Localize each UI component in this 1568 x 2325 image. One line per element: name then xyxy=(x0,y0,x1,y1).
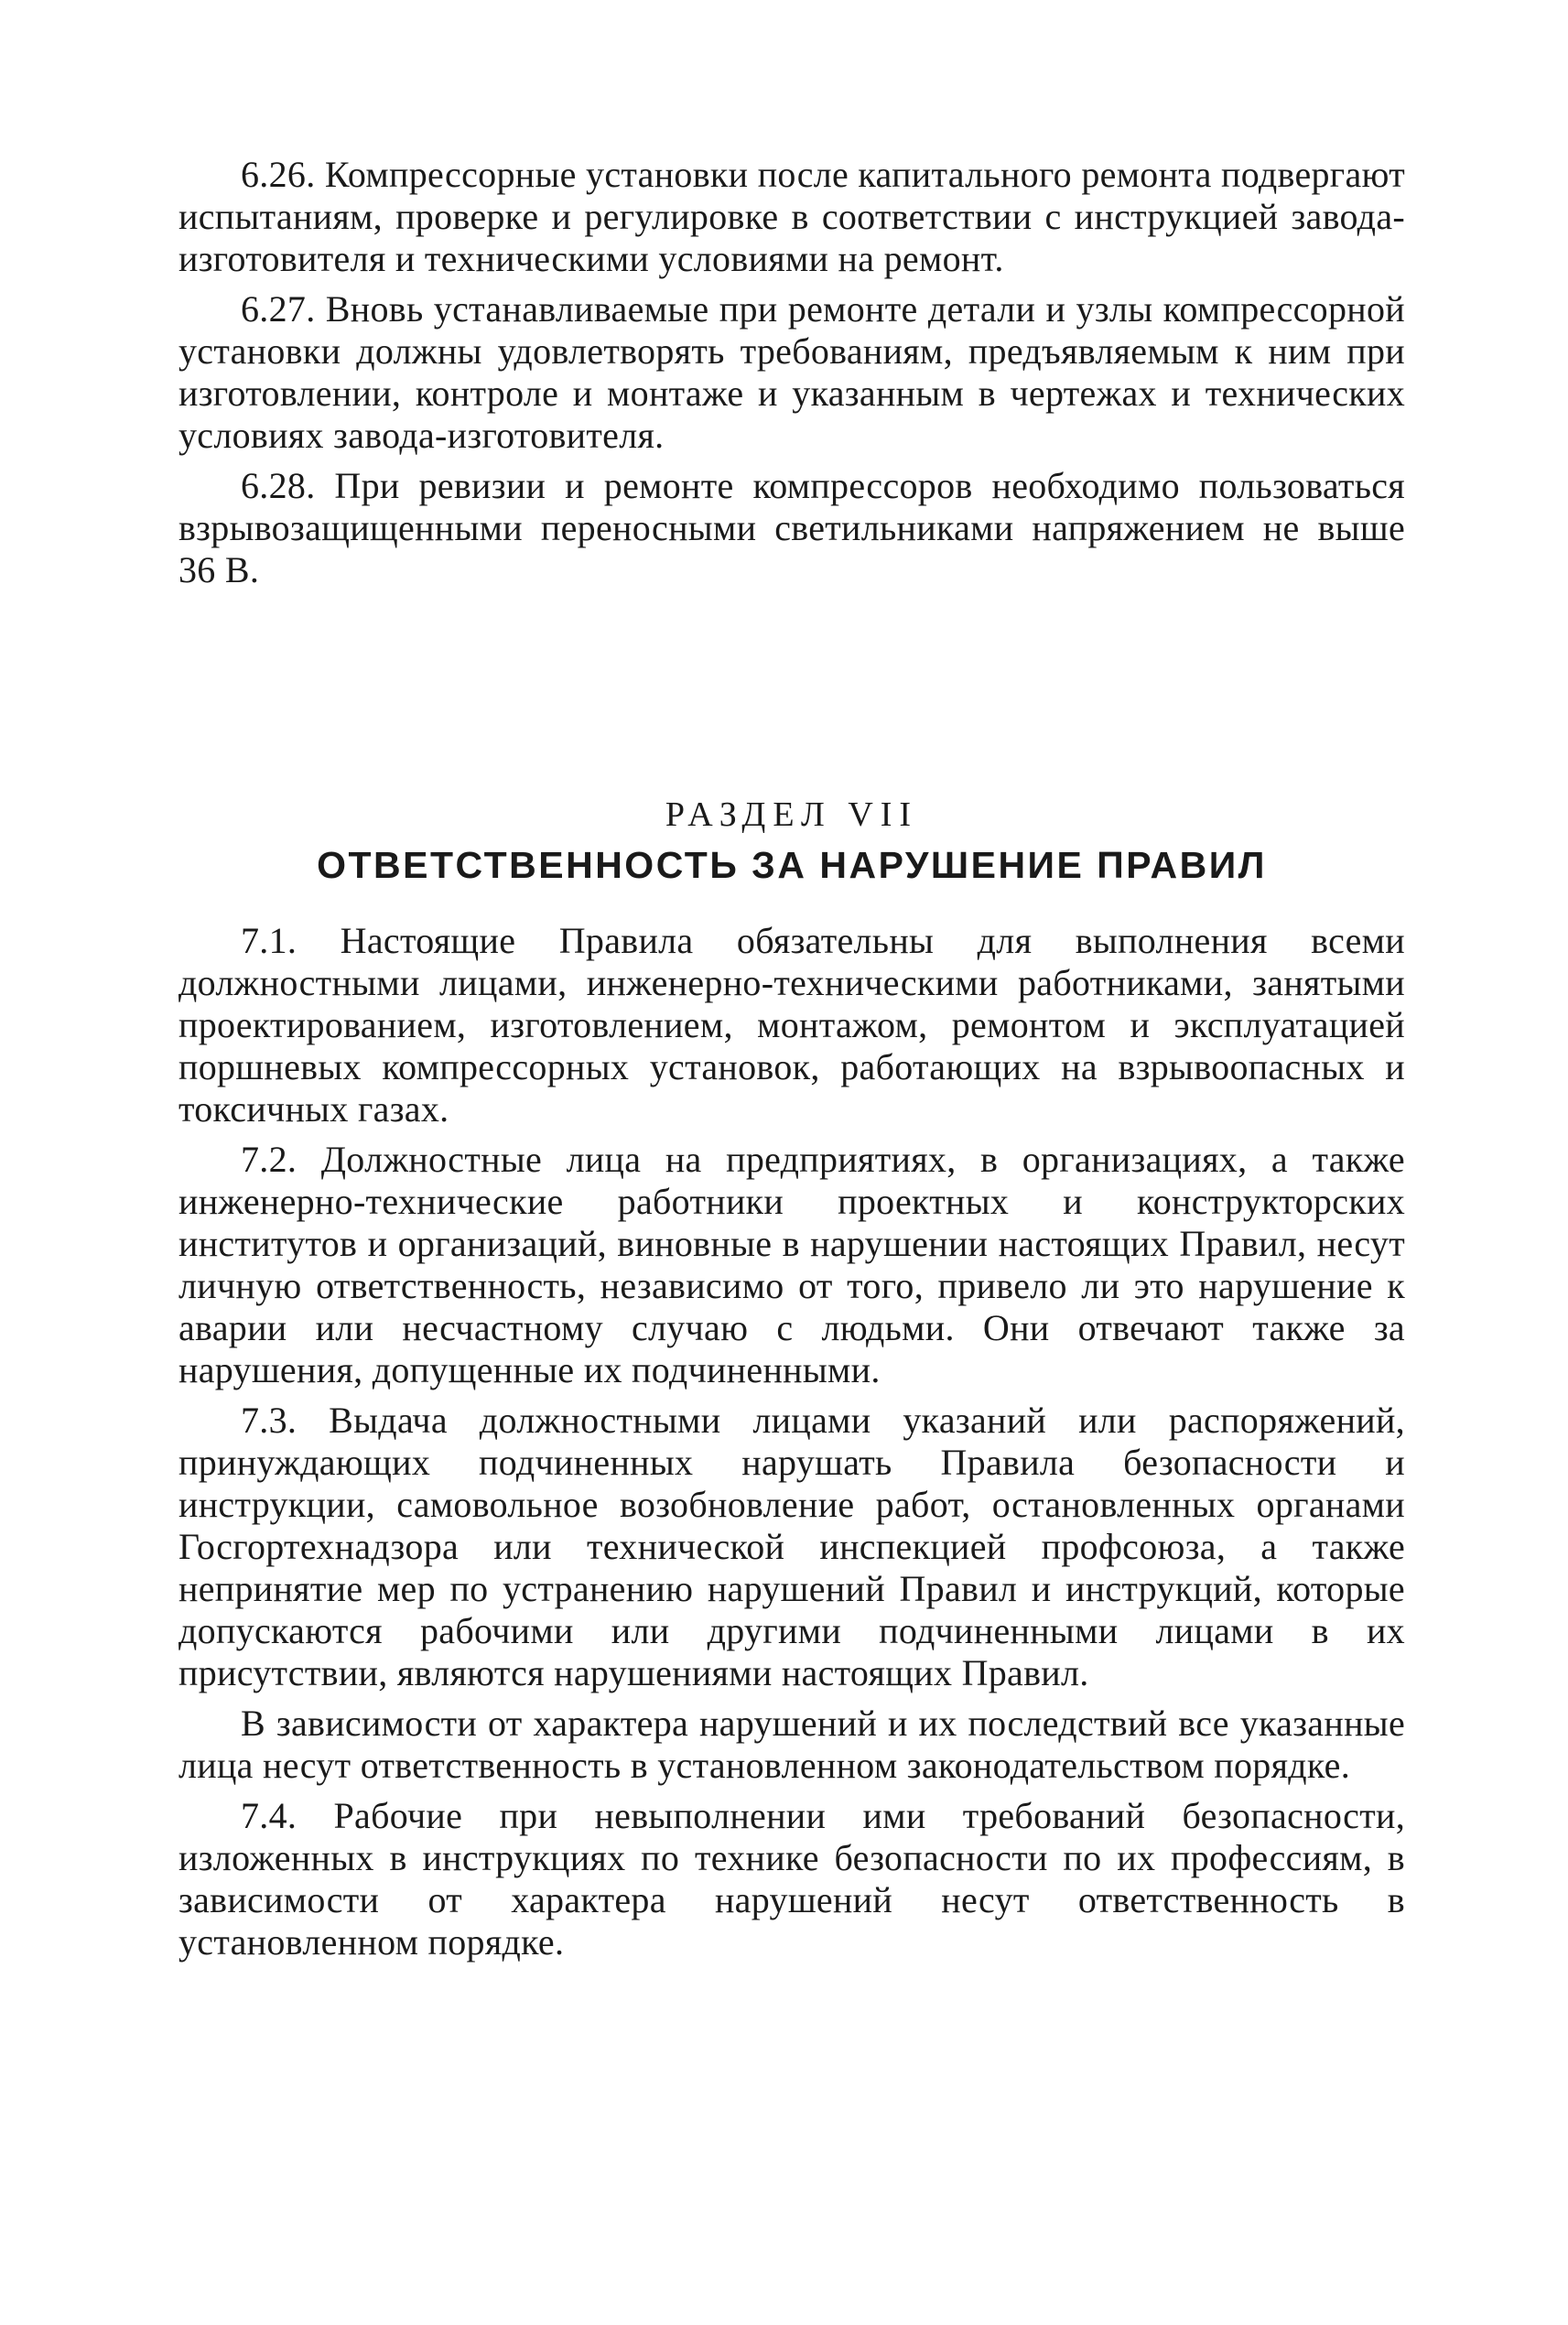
paragraph-7-3-continued: В зависимости от характера нарушений и их последствий все указанные лица несут ответственность в установленном законодательством порядке. xyxy=(178,1703,1405,1786)
paragraph-6-28: 6.28. При ревизии и ремонте компрессоров необходимо пользоваться взрывозащищенными переносными светильниками напряжением не выше 36 В. xyxy=(178,465,1405,590)
paragraph-7-1: 7.1. Настоящие Правила обязательны для выполнения всеми должностными лицами, инженерно-техническими работниками, занятыми проектированием, изготовлением, монтажом, ремонтом и эксплуатацией поршневых компрессорных установок, работающих на взрывоопасных и токсичных газах. xyxy=(178,920,1405,1130)
section-title: ОТВЕТСТВЕННОСТЬ ЗА НАРУШЕНИЕ ПРАВИЛ xyxy=(317,844,1267,886)
paragraph-7-2: 7.2. Должностные лица на предприятиях, в организациях, а также инженерно-технические работники проектных и конструкторских институтов и организаций, виновные в нарушении настоящих Правил, несут личную ответственность, независимо от того, привело ли это нарушение к аварии или несчастному случаю с людьми. Они отвечают также за нарушения, допущенные их подчиненными. xyxy=(178,1139,1405,1390)
paragraph-7-4: 7.4. Рабочие при невыполнении ими требований безопасности, изложенных в инструкциях по технике безопасности по их профессиям, в зависимости от характера нарушений несут ответственность в установленном порядке. xyxy=(178,1795,1405,1963)
paragraph-7-3: 7.3. Выдача должностными лицами указаний или распоряжений, принуждающих подчиненных нарушать Правила безопасности и инструкции, самовольное возобновление работ, остановленных органами Госгортехнадзора или технической инспекцией профсоюза, а также непринятие мер по устранению нарушений Правил и инструкций, которые допускаются рабочими или другими подчиненными лицами в их присутствии, являются нарушениями настоящих Правил. xyxy=(178,1400,1405,1693)
paragraph-6-27: 6.27. Вновь устанавливаемые при ремонте детали и узлы компрессорной установки должны удовлетворять требованиям, предъявляемым к ним при изготовлении, контроле и монтаже и указанным в чертежах и технических условиях завода-изготовителя. xyxy=(178,288,1405,456)
paragraph-6-26: 6.26. Компрессорные установки после капитального ремонта подвергают испытаниям, проверке и регулировке в соответствии с инструкцией завода-изготовителя и техническими условиями на ремонт. xyxy=(178,154,1405,279)
section-label: РАЗДЕЛ VII xyxy=(665,795,919,834)
section-7-body xyxy=(178,920,1405,1972)
section-6-continuation xyxy=(178,154,1405,600)
